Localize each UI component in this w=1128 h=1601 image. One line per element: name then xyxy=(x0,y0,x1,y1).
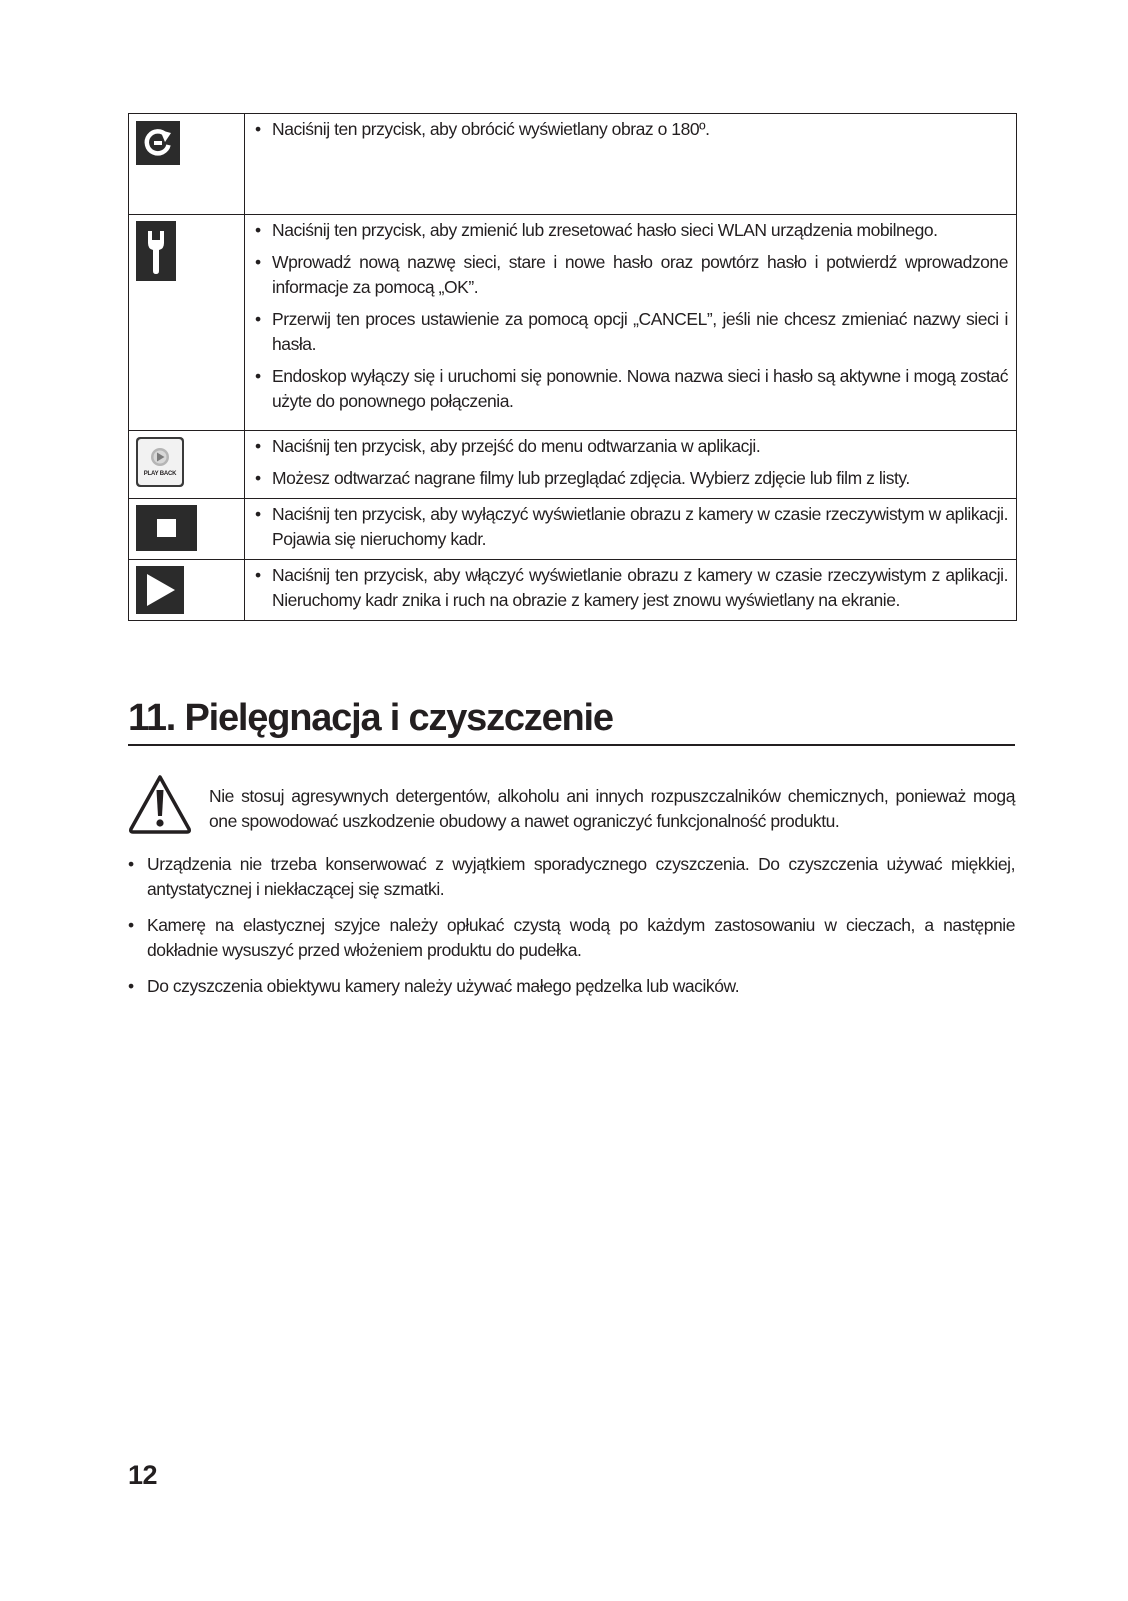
table-row xyxy=(129,560,1017,621)
description-cell xyxy=(245,560,1017,621)
button-description-table xyxy=(128,113,1017,621)
list-item: • Endoskop wyłączy się i uruchomi się ponownie. Nowa nazwa sieci i hasło są aktywne i mogą zostać użyte do ponownego połączenia. xyxy=(255,364,1008,414)
playback-icon-label: PLAY BACK xyxy=(143,471,177,477)
list-item: • Naciśnij ten przycisk, aby zmienić lub zresetować hasło sieci WLAN urządzenia mobilnego. xyxy=(255,218,1008,243)
play-icon xyxy=(129,560,244,620)
list-item: • Przerwij ten proces ustawienie za pomocą opcji „CANCEL”, jeśli nie chcesz zmieniać nazwy sieci i hasła. xyxy=(255,307,1008,357)
page-number: 12 xyxy=(128,1460,158,1490)
description-cell xyxy=(245,499,1017,560)
description-cell xyxy=(245,431,1017,499)
icon-cell xyxy=(129,560,245,621)
stop-icon xyxy=(129,499,244,558)
list-item: • Do czyszczenia obiektywu kamery należy używać małego pędzelka lub wacików. xyxy=(128,974,1015,999)
table-row xyxy=(129,499,1017,560)
description-list xyxy=(245,218,1016,414)
list-item: • Możesz odtwarzać nagrane filmy lub przeglądać zdjęcia. Wybierz zdjęcie lub film z listy. xyxy=(255,466,1008,491)
table-row xyxy=(129,215,1017,431)
section-title: 11. Pielęgnacja i czyszczenie xyxy=(128,692,1015,746)
icon-cell xyxy=(129,431,245,499)
list-item: • Wprowadź nową nazwę sieci, stare i nowe hasło oraz powtórz hasło i potwierdź wprowadzone informacje za pomocą „OK”. xyxy=(255,250,1008,300)
description-list xyxy=(245,563,1016,613)
warning-triangle-icon xyxy=(128,773,192,835)
icon-cell xyxy=(129,114,245,215)
description-cell xyxy=(245,114,1017,215)
description-cell xyxy=(245,215,1017,431)
warning-text: Nie stosuj agresywnych detergentów, alkoholu ani innych rozpuszczalników chemicznych, ponieważ mogą one spowodować uszkodzenie obudowy a nawet ograniczyć funkcjonalność produktu. xyxy=(209,786,1015,831)
list-item: • Naciśnij ten przycisk, aby wyłączyć wyświetlanie obrazu z kamery w czasie rzeczywistym w aplikacji. Pojawia się nieruchomy kadr. xyxy=(255,502,1008,552)
list-item: • Kamerę na elastycznej szyjce należy opłukać czystą wodą po każdym zastosowaniu w cieczach, a następnie dokładnie wysuszyć przed włożeniem produktu do pudełka. xyxy=(128,913,1015,963)
list-item: • Naciśnij ten przycisk, aby przejść do menu odtwarzania w aplikacji. xyxy=(255,434,1008,459)
list-item: • Naciśnij ten przycisk, aby obrócić wyświetlany obraz o 180º. xyxy=(255,117,1008,142)
rotate-icon xyxy=(129,114,244,214)
icon-cell xyxy=(129,499,245,560)
icon-cell xyxy=(129,215,245,431)
list-item: • Naciśnij ten przycisk, aby włączyć wyświetlanie obrazu z kamery w czasie rzeczywistym z aplikacji. Nieruchomy kadr znika i ruch na obrazie z kamery jest znowu wyświetlany na ekranie. xyxy=(255,563,1008,613)
table-row xyxy=(129,431,1017,499)
table-row xyxy=(129,114,1017,215)
list-item: • Urządzenia nie trzeba konserwować z wyjątkiem sporadycznego czyszczenia. Do czyszczenia używać miękkiej, antystatycznej i niekłaczącej się szmatki. xyxy=(128,852,1015,902)
care-instructions-list xyxy=(128,852,1015,1010)
description-list xyxy=(245,502,1016,552)
description-list xyxy=(245,117,1016,142)
playback-icon xyxy=(129,431,244,497)
description-list xyxy=(245,434,1016,491)
wrench-icon xyxy=(129,215,244,430)
